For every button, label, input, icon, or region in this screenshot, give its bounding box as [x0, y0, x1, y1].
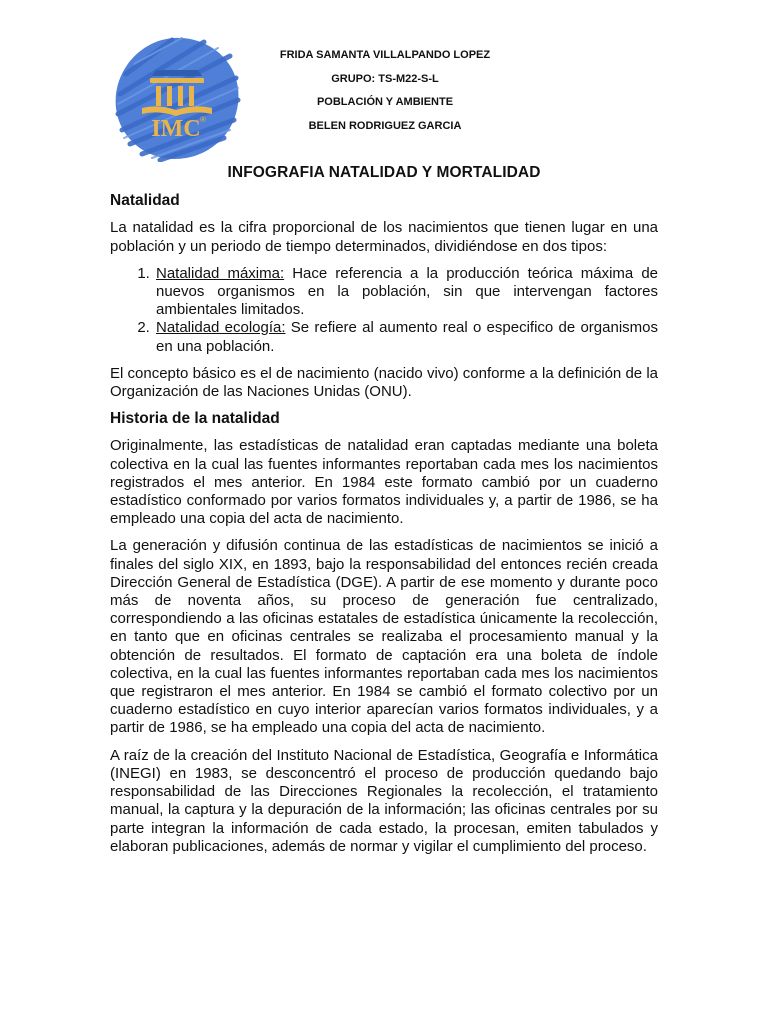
teacher-name: BELEN RODRIGUEZ GARCIA	[308, 119, 462, 132]
section-heading-historia: Historia de la natalidad	[110, 410, 280, 428]
natalidad-intro-paragraph: La natalidad es la cifra proporcional de los nacimientos que tienen lugar en una población y un periodo de tiempo determinados, dividiéndose en dos tipos:	[110, 219, 658, 255]
logo-text: IMC	[151, 116, 201, 142]
natalidad-closing-paragraph: El concepto básico es el de nacimiento (nacido vivo) conforme a la definición de la Organización de las Naciones Unidas (ONU).	[110, 364, 658, 401]
natalidad-types-list	[110, 265, 658, 356]
document-body	[110, 164, 658, 865]
list-item-term: Natalidad ecología:	[156, 319, 286, 337]
document-title: INFOGRAFIA NATALIDAD Y MORTALIDAD	[227, 164, 541, 181]
historia-paragraph: Originalmente, las estadísticas de natalidad eran captadas mediante una boleta colectiva en la cual las fuentes informantes reportaban cada mes los nacimientos registrados el mes anterior. En 1984 este formato cambió por un cuaderno estadístico conformado por varios formatos individuales y, a partir de 1986, se ha empleado una copia del acta de nacimiento.	[110, 437, 658, 528]
imc-logo-graphic	[112, 34, 242, 162]
group-label: GRUPO: TS-M22-S-L	[331, 72, 439, 85]
document-header	[230, 44, 540, 138]
historia-paragraph: A raíz de la creación del Instituto Nacional de Estadística, Geografía e Informática (INEGI) en 1983, se desconcentró el proceso de producción quedando bajo responsabilidad de las Direcciones Regionales la recolección, el tratamiento manual, la captura y la depuración de la información; las oficinas centrales por su parte integran la información de cada estado, la procesan, emiten tabulados y elaboran publicaciones, además de normar y vigilar el cumplimiento del proceso.	[110, 746, 658, 855]
logo-trademark: ®	[200, 115, 206, 124]
author-name: FRIDA SAMANTA VILLALPANDO LOPEZ	[279, 49, 491, 61]
list-item	[154, 319, 658, 355]
list-item	[154, 265, 658, 320]
list-item-text: Se refiere al aumento real o especifico de organismos en una población.	[156, 319, 658, 355]
historia-paragraph: La generación y difusión continua de las estadísticas de nacimientos se inició a finales del siglo XIX, en 1893, bajo la responsabilidad del entonces recién creada Dirección General de Estadística (DGE). A partir de ese momento y durante poco más de noventa años, su proceso de generación fue centralizado, correspondiendo a las oficinas estatales de estadística únicamente la recolección, en tanto que en oficinas centrales se realizaba el procesamiento manual y la obtención de resultados. El formato de captación era una boleta de índole colectiva, en la cual las fuentes informantes reportaban cada mes los nacimientos que registraron el mes anterior. En 1984 se cambió el formato colectivo por un cuaderno estadístico en cuyo interior aparecían varios formatos individuales, y a partir de 1986, se ha empleado una copia del acta de nacimiento.	[110, 537, 658, 737]
imc-logo	[112, 34, 242, 162]
list-item-text: Hace referencia a la producción teórica máxima de nuevos organismos en la población, sin que intervengan factores ambientales limitados.	[156, 264, 659, 319]
list-item-term: Natalidad máxima:	[156, 264, 285, 282]
subject-label: POBLACIÓN Y AMBIENTE	[316, 96, 454, 108]
section-heading-natalidad: Natalidad	[110, 192, 180, 210]
